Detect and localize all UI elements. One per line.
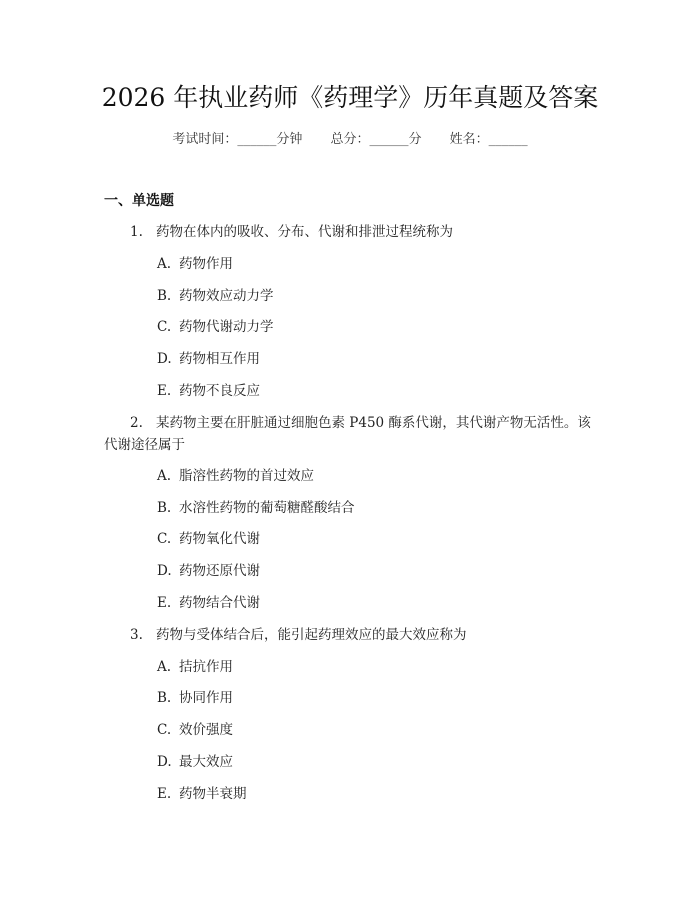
option-text: 脂溶性药物的首过效应 — [179, 468, 314, 484]
option-text: 拮抗作用 — [179, 659, 233, 675]
option-text: 药物半衰期 — [179, 786, 247, 802]
option-letter: D. — [157, 754, 172, 770]
exam-time-field: 考试时间：______分钟 — [172, 132, 303, 147]
option-letter: E. — [157, 786, 172, 802]
option-text: 药物效应动力学 — [179, 288, 274, 304]
option-letter: E. — [157, 595, 172, 611]
option-item — [157, 253, 233, 275]
section-heading: 一、单选题 — [104, 193, 174, 209]
total-score-field: 总分：______分 — [330, 132, 422, 147]
option-text: 药物相互作用 — [179, 351, 260, 367]
option-text: 药物不良反应 — [179, 383, 260, 399]
option-item — [157, 783, 247, 805]
option-item — [157, 656, 233, 678]
option-letter: A. — [157, 659, 172, 675]
option-item — [157, 751, 233, 773]
option-item — [157, 380, 260, 402]
option-item — [157, 285, 274, 307]
name-field: 姓名：______ — [449, 132, 528, 147]
option-letter: B. — [157, 500, 172, 516]
question-text: 药物在体内的吸收、分布、代谢和排泄过程统称为 — [156, 224, 453, 240]
option-item — [157, 465, 314, 487]
option-text: 水溶性药物的葡萄糖醛酸结合 — [179, 500, 355, 516]
option-letter: C. — [157, 319, 172, 335]
option-text: 药物氧化代谢 — [179, 531, 260, 547]
question-text: 某药物主要在肝脏通过细胞色素 P450 酶系代谢，其代谢产物无活性。该 — [156, 415, 591, 431]
option-letter: B. — [157, 288, 172, 304]
question-text: 药物与受体结合后，能引起药理效应的最大效应称为 — [156, 627, 467, 643]
option-text: 效价强度 — [179, 722, 233, 738]
exam-info-row — [0, 130, 700, 150]
option-item — [157, 719, 233, 741]
option-letter: B. — [157, 690, 172, 706]
question-text-continuation: 代谢途径属于 — [104, 437, 185, 453]
option-letter: A. — [157, 468, 172, 484]
question-3 — [104, 624, 594, 646]
question-number: 2. — [130, 415, 143, 431]
option-item — [157, 592, 260, 614]
option-letter: E. — [157, 383, 172, 399]
option-text: 协同作用 — [179, 690, 233, 706]
option-text: 药物结合代谢 — [179, 595, 260, 611]
option-item — [157, 497, 355, 519]
question-2 — [104, 412, 594, 456]
option-item — [157, 528, 260, 550]
option-item — [157, 560, 260, 582]
option-item — [157, 687, 233, 709]
option-item — [157, 348, 260, 370]
option-text: 药物作用 — [179, 256, 233, 272]
option-letter: C. — [157, 722, 172, 738]
question-1 — [104, 221, 594, 243]
option-text: 药物还原代谢 — [179, 563, 260, 579]
option-letter: D. — [157, 351, 172, 367]
option-letter: C. — [157, 531, 172, 547]
option-letter: D. — [157, 563, 172, 579]
question-number: 3. — [130, 627, 143, 643]
option-text: 药物代谢动力学 — [179, 319, 274, 335]
question-number: 1. — [130, 224, 143, 240]
option-text: 最大效应 — [179, 754, 233, 770]
option-item — [157, 316, 274, 338]
page-title: 2026 年执业药师《药理学》历年真题及答案 — [101, 83, 599, 112]
option-letter: A. — [157, 256, 172, 272]
